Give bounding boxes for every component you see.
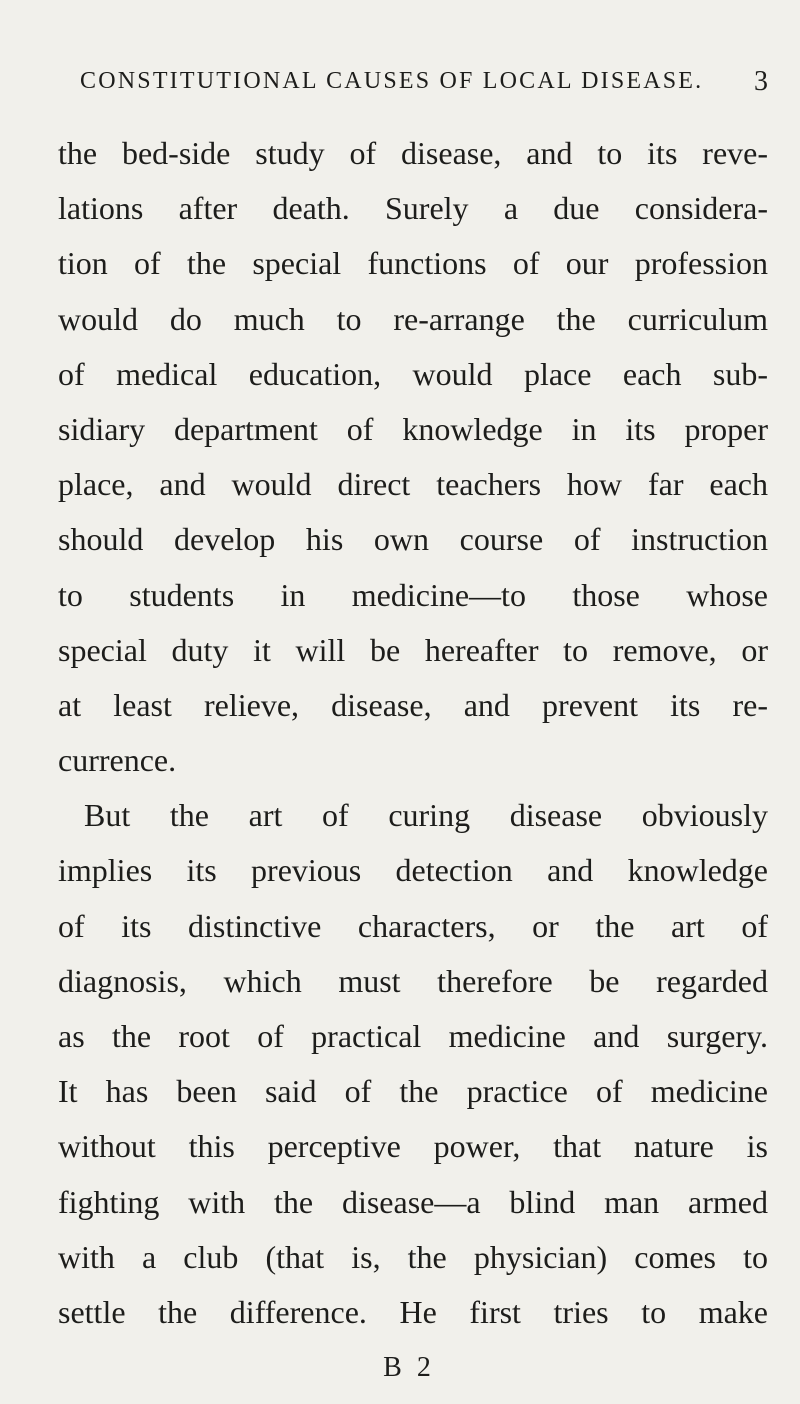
text-line: special duty it will be hereafter to remove, or xyxy=(58,631,768,668)
text-line: settle the difference. He first tries to make xyxy=(58,1293,768,1330)
text-line: implies its previous detection and knowledge xyxy=(58,852,768,889)
text-line: as the root of practical medicine and surgery. xyxy=(58,1018,768,1054)
text-line: without this perceptive power, that nature is xyxy=(58,1128,768,1165)
text-line: with a club (that is, the physician) comes to xyxy=(58,1238,768,1275)
signature-mark: B 2 xyxy=(383,1352,435,1383)
page-number: 3 xyxy=(754,66,768,97)
text-line: the bed-side study of disease, and to its reve- xyxy=(58,135,768,171)
paragraph-start-line: But the art of curing disease obviously xyxy=(84,797,768,834)
text-line: to students in medicine—to those whose xyxy=(58,576,768,613)
text-line: of medical education, would place each sub- xyxy=(58,355,768,392)
running-title: CONSTITUTIONAL CAUSES OF LOCAL DISEASE. xyxy=(80,68,704,94)
text-line: place, and would direct teachers how far each xyxy=(58,466,768,503)
text-line: sidiary department of knowledge in its proper xyxy=(58,410,768,447)
text-line: tion of the special functions of our profession xyxy=(58,245,768,282)
body-text xyxy=(58,126,768,1340)
text-line: at least relieve, disease, and prevent its re- xyxy=(58,686,768,723)
text-line: would do much to re-arrange the curriculum xyxy=(58,300,768,337)
text-line: of its distinctive characters, or the art of xyxy=(58,907,768,944)
text-line: fighting with the disease—a blind man armed xyxy=(58,1183,768,1220)
text-line: lations after death. Surely a due considera- xyxy=(58,190,768,227)
text-line: diagnosis, which must therefore be regarded xyxy=(58,962,768,999)
running-head xyxy=(80,68,768,108)
text-line: It has been said of the practice of medicine xyxy=(58,1073,768,1110)
text-line: should develop his own course of instruction xyxy=(58,521,768,558)
paragraph-end-line: currence. xyxy=(58,742,177,779)
